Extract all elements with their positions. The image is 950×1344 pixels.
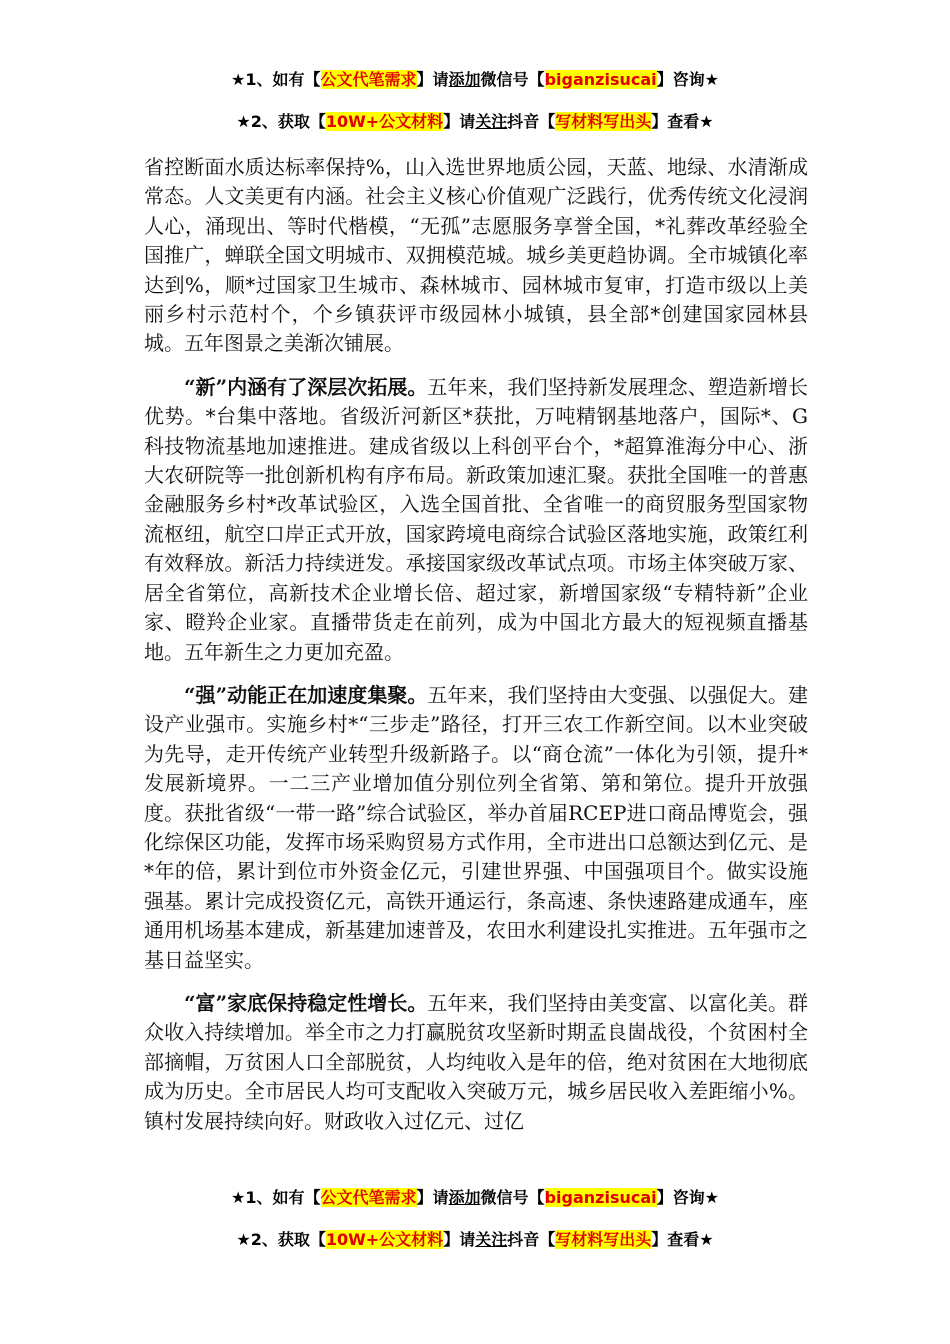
paragraph-text: 五年来，我们坚持由美变富、以富化美。群众收入持续增加。举全市之力打赢脱贫攻坚新时期孟良崮战役，个贫困村全部摘帽，万贫困人口全部脱贫，人均纯收入是年的倍，绝对贫困在大地彻底成为历史。全市居民人均可支配收入突破万元，城乡居民收入差距缩小%。镇村发展持续向好。财政收入过亿元、过亿 [144,990,808,1133]
underlined-word: 关注 [475,1230,508,1249]
highlight-service: 公文代笔需求 [320,1188,417,1207]
underlined-word: 添加 [448,1188,481,1207]
star-icon: ★ [231,70,246,89]
paragraph-text: 省控断面水质达标率保持%，山入选世界地质公园，天蓝、地绿、水清渐成常态。人文美更有内涵。社会主义核心价值观广泛践行，优秀传统文化浸润人心，涌现出、等时代楷模，“无孤”志愿服务享誉全国，*礼葬改革经验全国推广，蝉联全国文明城市、双拥模范城。城乡美更趋协调。全市城镇化率达到%，顺*过国家卫生城市、森林城市、园林城市复审，打造市级以上美丽乡村示范村个，个乡镇获评市级园林小城镇，县全部*创建国家园林县城。五年图景之美渐次铺展。 [144,155,808,356]
highlight-wechat-id: biganzisucai [544,70,657,89]
paragraph-strong [144,681,808,975]
star-icon: ★ [236,112,251,131]
bottom-banner-line-2: ★2、获取【10W+公文材料】请关注抖音【写材料写出头】查看★ [236,1230,714,1249]
bottom-banner-line-1: ★1、如有【公文代笔需求】请添加微信号【biganzisucai】咨询★ [231,1188,719,1207]
star-icon: ★ [231,1188,246,1207]
paragraph-text: 五年来，我们坚持新发展理念、塑造新增长优势。*台集中落地。省级沂河新区*获批，万吨精钢基地落户，国际*、G科技物流基地加速推进。建成省级以上科创平台个，*超算淮海分中心、浙大农研院等一批创新机构有序布局。新政策加速汇聚。获批全国唯一的普惠金融服务乡村*改革试验区，入选全国首批、全省唯一的商贸服务型国家物流枢纽，航空口岸正式开放，国家跨境电商综合试验区落地实施，政策红利有效释放。新活力持续迸发。承接国家级改革试点项。市场主体突破万家、居全省第位，高新技术企业增长倍、超过家，新增国家级“专精特新”企业家、瞪羚企业家。直播带货走在前列，成为中国北方最大的短视频直播基地。五年新生之力更加充盈。 [144,374,808,664]
paragraph-lead: “新”内涵有了深层次拓展。 [184,374,428,399]
top-banner-line-1: ★1、如有【公文代笔需求】请添加微信号【biganzisucai】咨询★ [231,70,719,89]
highlight-douyin-account: 写材料写出头 [555,1230,652,1249]
highlight-wechat-id: biganzisucai [544,1188,657,1207]
paragraph-rich [144,989,808,1136]
paragraph-new [144,373,808,667]
top-banner-line-2: ★2、获取【10W+公文材料】请关注抖音【写材料写出头】查看★ [236,112,714,131]
paragraph-beauty [144,153,808,359]
highlight-douyin-account: 写材料写出头 [555,112,652,131]
paragraph-text: 五年来，我们坚持由大变强、以强促大。建设产业强市。实施乡村*“三步走”路径，打开三农工作新空间。以木业突破为先导，走开传统产业转型升级新路子。以“商仓流”一体化为引领，提升*发展新境界。一二三产业增加值分别位列全省第、第和第位。提升开放强度。获批省级“一带一路”综合试验区，举办首届RCEP进口商品博览会，强化综保区功能，发挥市场采购贸易方式作用，全市进出口总额达到亿元、是*年的倍，累计到位市外资金亿元，引建世界强、中国强项目个。做实设施强基。累计完成投资亿元，高铁开通运行，条高速、条快速路建成通车，座通用机场基本建成，新基建加速普及，农田水利建设扎实推进。五年强市之基日益坚实。 [144,682,808,972]
paragraph-lead: “强”动能正在加速度集聚。 [184,682,428,707]
highlight-service: 公文代笔需求 [320,70,417,89]
highlight-materials: 10W+公文材料 [325,1230,444,1249]
paragraph-lead: “富”家底保持稳定性增长。 [184,990,428,1015]
underlined-word: 关注 [475,112,508,131]
star-icon: ★ [236,1230,251,1249]
document-body [144,153,808,1150]
underlined-word: 添加 [448,70,481,89]
highlight-materials: 10W+公文材料 [325,112,444,131]
